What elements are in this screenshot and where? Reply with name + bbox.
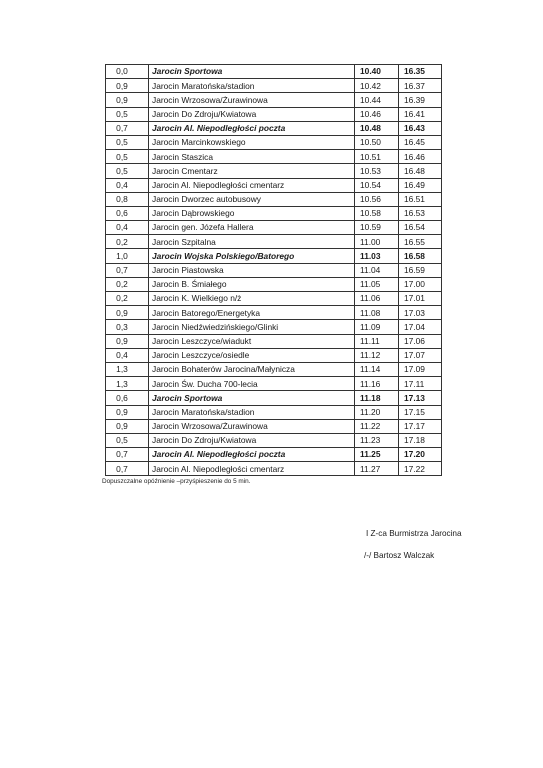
delay-note: Dopuszczalne opóźnienie –przyśpieszenie do 5 min. bbox=[102, 478, 251, 485]
signatory-title: I Z-ca Burmistrza Jarocina bbox=[366, 529, 462, 538]
departure-time-2-cell: 17.18 bbox=[399, 433, 442, 447]
departure-time-2-cell: 16.48 bbox=[399, 164, 442, 178]
stop-name-cell: Jarocin Dworzec autobusowy bbox=[149, 192, 355, 206]
departure-time-2-cell: 16.46 bbox=[399, 150, 442, 164]
distance-cell: 0,5 bbox=[106, 107, 149, 121]
departure-time-1-cell: 10.42 bbox=[355, 79, 399, 93]
departure-time-2-cell: 17.00 bbox=[399, 277, 442, 291]
distance-cell: 0,2 bbox=[106, 235, 149, 249]
stop-name-cell: Jarocin Batorego/Energetyka bbox=[149, 306, 355, 320]
distance-cell: 1,3 bbox=[106, 362, 149, 376]
departure-time-1-cell: 11.27 bbox=[355, 462, 399, 476]
distance-cell: 0,7 bbox=[106, 121, 149, 135]
table-row bbox=[106, 362, 442, 376]
stop-name-cell: Jarocin Staszica bbox=[149, 150, 355, 164]
departure-time-1-cell: 10.59 bbox=[355, 221, 399, 235]
departure-time-2-cell: 17.06 bbox=[399, 334, 442, 348]
departure-time-1-cell: 11.23 bbox=[355, 433, 399, 447]
table-row bbox=[106, 277, 442, 291]
stop-name-cell: Jarocin Dąbrowskiego bbox=[149, 206, 355, 220]
departure-time-1-cell: 10.56 bbox=[355, 192, 399, 206]
departure-time-2-cell: 16.45 bbox=[399, 135, 442, 149]
departure-time-1-cell: 11.14 bbox=[355, 362, 399, 376]
stop-name-cell: Jarocin Do Zdroju/Kwiatowa bbox=[149, 107, 355, 121]
distance-cell: 0,9 bbox=[106, 405, 149, 419]
departure-time-2-cell: 17.17 bbox=[399, 419, 442, 433]
stop-name-cell: Jarocin Al. Niepodległości cmentarz bbox=[149, 462, 355, 476]
distance-cell: 0,5 bbox=[106, 150, 149, 164]
table-row bbox=[106, 448, 442, 462]
departure-time-1-cell: 11.00 bbox=[355, 235, 399, 249]
departure-time-2-cell: 17.13 bbox=[399, 391, 442, 405]
table-row bbox=[106, 263, 442, 277]
distance-cell: 0,2 bbox=[106, 277, 149, 291]
stop-name-cell: Jarocin Leszczyce/osiedle bbox=[149, 348, 355, 362]
distance-cell: 0,9 bbox=[106, 334, 149, 348]
distance-cell: 0,6 bbox=[106, 391, 149, 405]
stop-name-cell: Jarocin Al. Niepodległości poczta bbox=[149, 448, 355, 462]
departure-time-1-cell: 10.40 bbox=[355, 65, 399, 79]
departure-time-2-cell: 17.11 bbox=[399, 377, 442, 391]
departure-time-2-cell: 17.09 bbox=[399, 362, 442, 376]
table-row bbox=[106, 135, 442, 149]
distance-cell: 0,4 bbox=[106, 348, 149, 362]
departure-time-2-cell: 17.04 bbox=[399, 320, 442, 334]
table-row bbox=[106, 334, 442, 348]
timetable bbox=[105, 64, 442, 476]
table-row bbox=[106, 79, 442, 93]
departure-time-2-cell: 16.58 bbox=[399, 249, 442, 263]
stop-name-cell: Jarocin Al. Niepodległości poczta bbox=[149, 121, 355, 135]
departure-time-2-cell: 16.49 bbox=[399, 178, 442, 192]
stop-name-cell: Jarocin Maratońska/stadion bbox=[149, 405, 355, 419]
departure-time-1-cell: 11.08 bbox=[355, 306, 399, 320]
departure-time-2-cell: 16.35 bbox=[399, 65, 442, 79]
departure-time-1-cell: 11.22 bbox=[355, 419, 399, 433]
departure-time-2-cell: 16.39 bbox=[399, 93, 442, 107]
distance-cell: 0,9 bbox=[106, 93, 149, 107]
departure-time-1-cell: 11.16 bbox=[355, 377, 399, 391]
distance-cell: 0,6 bbox=[106, 206, 149, 220]
distance-cell: 0,7 bbox=[106, 263, 149, 277]
table-row bbox=[106, 65, 442, 79]
table-row bbox=[106, 377, 442, 391]
departure-time-1-cell: 10.54 bbox=[355, 178, 399, 192]
departure-time-1-cell: 11.03 bbox=[355, 249, 399, 263]
stop-name-cell: Jarocin Sportowa bbox=[149, 65, 355, 79]
distance-cell: 0,4 bbox=[106, 178, 149, 192]
stop-name-cell: Jarocin Bohaterów Jarocina/Małynicza bbox=[149, 362, 355, 376]
table-row bbox=[106, 107, 442, 121]
departure-time-1-cell: 10.44 bbox=[355, 93, 399, 107]
stop-name-cell: Jarocin B. Śmiałego bbox=[149, 277, 355, 291]
table-row bbox=[106, 433, 442, 447]
departure-time-1-cell: 10.48 bbox=[355, 121, 399, 135]
departure-time-2-cell: 17.20 bbox=[399, 448, 442, 462]
stop-name-cell: Jarocin Wrzosowa/Żurawinowa bbox=[149, 93, 355, 107]
departure-time-2-cell: 16.55 bbox=[399, 235, 442, 249]
signatory-name: /-/ Bartosz Walczak bbox=[364, 551, 435, 560]
departure-time-2-cell: 16.43 bbox=[399, 121, 442, 135]
table-row bbox=[106, 235, 442, 249]
table-row bbox=[106, 391, 442, 405]
stop-name-cell: Jarocin Wojska Polskiego/Batorego bbox=[149, 249, 355, 263]
distance-cell: 0,3 bbox=[106, 320, 149, 334]
distance-cell: 0,9 bbox=[106, 79, 149, 93]
departure-time-2-cell: 17.15 bbox=[399, 405, 442, 419]
stop-name-cell: Jarocin Sportowa bbox=[149, 391, 355, 405]
stop-name-cell: Jarocin Szpitalna bbox=[149, 235, 355, 249]
departure-time-1-cell: 10.53 bbox=[355, 164, 399, 178]
table-row bbox=[106, 150, 442, 164]
departure-time-1-cell: 11.11 bbox=[355, 334, 399, 348]
distance-cell: 0,7 bbox=[106, 462, 149, 476]
stop-name-cell: Jarocin Niedźwiedzińskiego/Glinki bbox=[149, 320, 355, 334]
departure-time-2-cell: 16.51 bbox=[399, 192, 442, 206]
table-row bbox=[106, 292, 442, 306]
departure-time-2-cell: 16.59 bbox=[399, 263, 442, 277]
departure-time-1-cell: 10.58 bbox=[355, 206, 399, 220]
stop-name-cell: Jarocin Cmentarz bbox=[149, 164, 355, 178]
distance-cell: 0,5 bbox=[106, 135, 149, 149]
timetable-body bbox=[106, 65, 442, 476]
departure-time-1-cell: 10.51 bbox=[355, 150, 399, 164]
departure-time-1-cell: 11.18 bbox=[355, 391, 399, 405]
table-row bbox=[106, 93, 442, 107]
stop-name-cell: Jarocin gen. Józefa Hallera bbox=[149, 221, 355, 235]
table-row bbox=[106, 206, 442, 220]
stop-name-cell: Jarocin Marcinkowskiego bbox=[149, 135, 355, 149]
stop-name-cell: Jarocin Leszczyce/wiadukt bbox=[149, 334, 355, 348]
table-row bbox=[106, 121, 442, 135]
distance-cell: 1,0 bbox=[106, 249, 149, 263]
distance-cell: 0,4 bbox=[106, 221, 149, 235]
departure-time-2-cell: 17.07 bbox=[399, 348, 442, 362]
departure-time-2-cell: 17.22 bbox=[399, 462, 442, 476]
stop-name-cell: Jarocin Św. Ducha 700-lecia bbox=[149, 377, 355, 391]
distance-cell: 0,9 bbox=[106, 306, 149, 320]
table-row bbox=[106, 178, 442, 192]
table-row bbox=[106, 405, 442, 419]
table-row bbox=[106, 419, 442, 433]
distance-cell: 0,8 bbox=[106, 192, 149, 206]
table-row bbox=[106, 192, 442, 206]
departure-time-1-cell: 11.12 bbox=[355, 348, 399, 362]
stop-name-cell: Jarocin K. Wielkiego n/ż bbox=[149, 292, 355, 306]
departure-time-2-cell: 16.41 bbox=[399, 107, 442, 121]
stop-name-cell: Jarocin Maratońska/stadion bbox=[149, 79, 355, 93]
departure-time-2-cell: 17.03 bbox=[399, 306, 442, 320]
departure-time-1-cell: 10.50 bbox=[355, 135, 399, 149]
distance-cell: 0,2 bbox=[106, 292, 149, 306]
departure-time-1-cell: 11.09 bbox=[355, 320, 399, 334]
stop-name-cell: Jarocin Al. Niepodległości cmentarz bbox=[149, 178, 355, 192]
departure-time-1-cell: 11.20 bbox=[355, 405, 399, 419]
distance-cell: 0,9 bbox=[106, 419, 149, 433]
departure-time-1-cell: 11.04 bbox=[355, 263, 399, 277]
distance-cell: 1,3 bbox=[106, 377, 149, 391]
table-row bbox=[106, 462, 442, 476]
stop-name-cell: Jarocin Do Zdroju/Kwiatowa bbox=[149, 433, 355, 447]
departure-time-2-cell: 16.53 bbox=[399, 206, 442, 220]
departure-time-2-cell: 16.54 bbox=[399, 221, 442, 235]
table-row bbox=[106, 348, 442, 362]
table-row bbox=[106, 320, 442, 334]
departure-time-1-cell: 11.06 bbox=[355, 292, 399, 306]
table-row bbox=[106, 306, 442, 320]
table-row bbox=[106, 249, 442, 263]
stop-name-cell: Jarocin Wrzosowa/Żurawinowa bbox=[149, 419, 355, 433]
departure-time-1-cell: 10.46 bbox=[355, 107, 399, 121]
table-row bbox=[106, 221, 442, 235]
stop-name-cell: Jarocin Piastowska bbox=[149, 263, 355, 277]
departure-time-2-cell: 17.01 bbox=[399, 292, 442, 306]
distance-cell: 0,5 bbox=[106, 433, 149, 447]
departure-time-2-cell: 16.37 bbox=[399, 79, 442, 93]
table-row bbox=[106, 164, 442, 178]
distance-cell: 0,0 bbox=[106, 65, 149, 79]
distance-cell: 0,7 bbox=[106, 448, 149, 462]
departure-time-1-cell: 11.25 bbox=[355, 448, 399, 462]
distance-cell: 0,5 bbox=[106, 164, 149, 178]
departure-time-1-cell: 11.05 bbox=[355, 277, 399, 291]
